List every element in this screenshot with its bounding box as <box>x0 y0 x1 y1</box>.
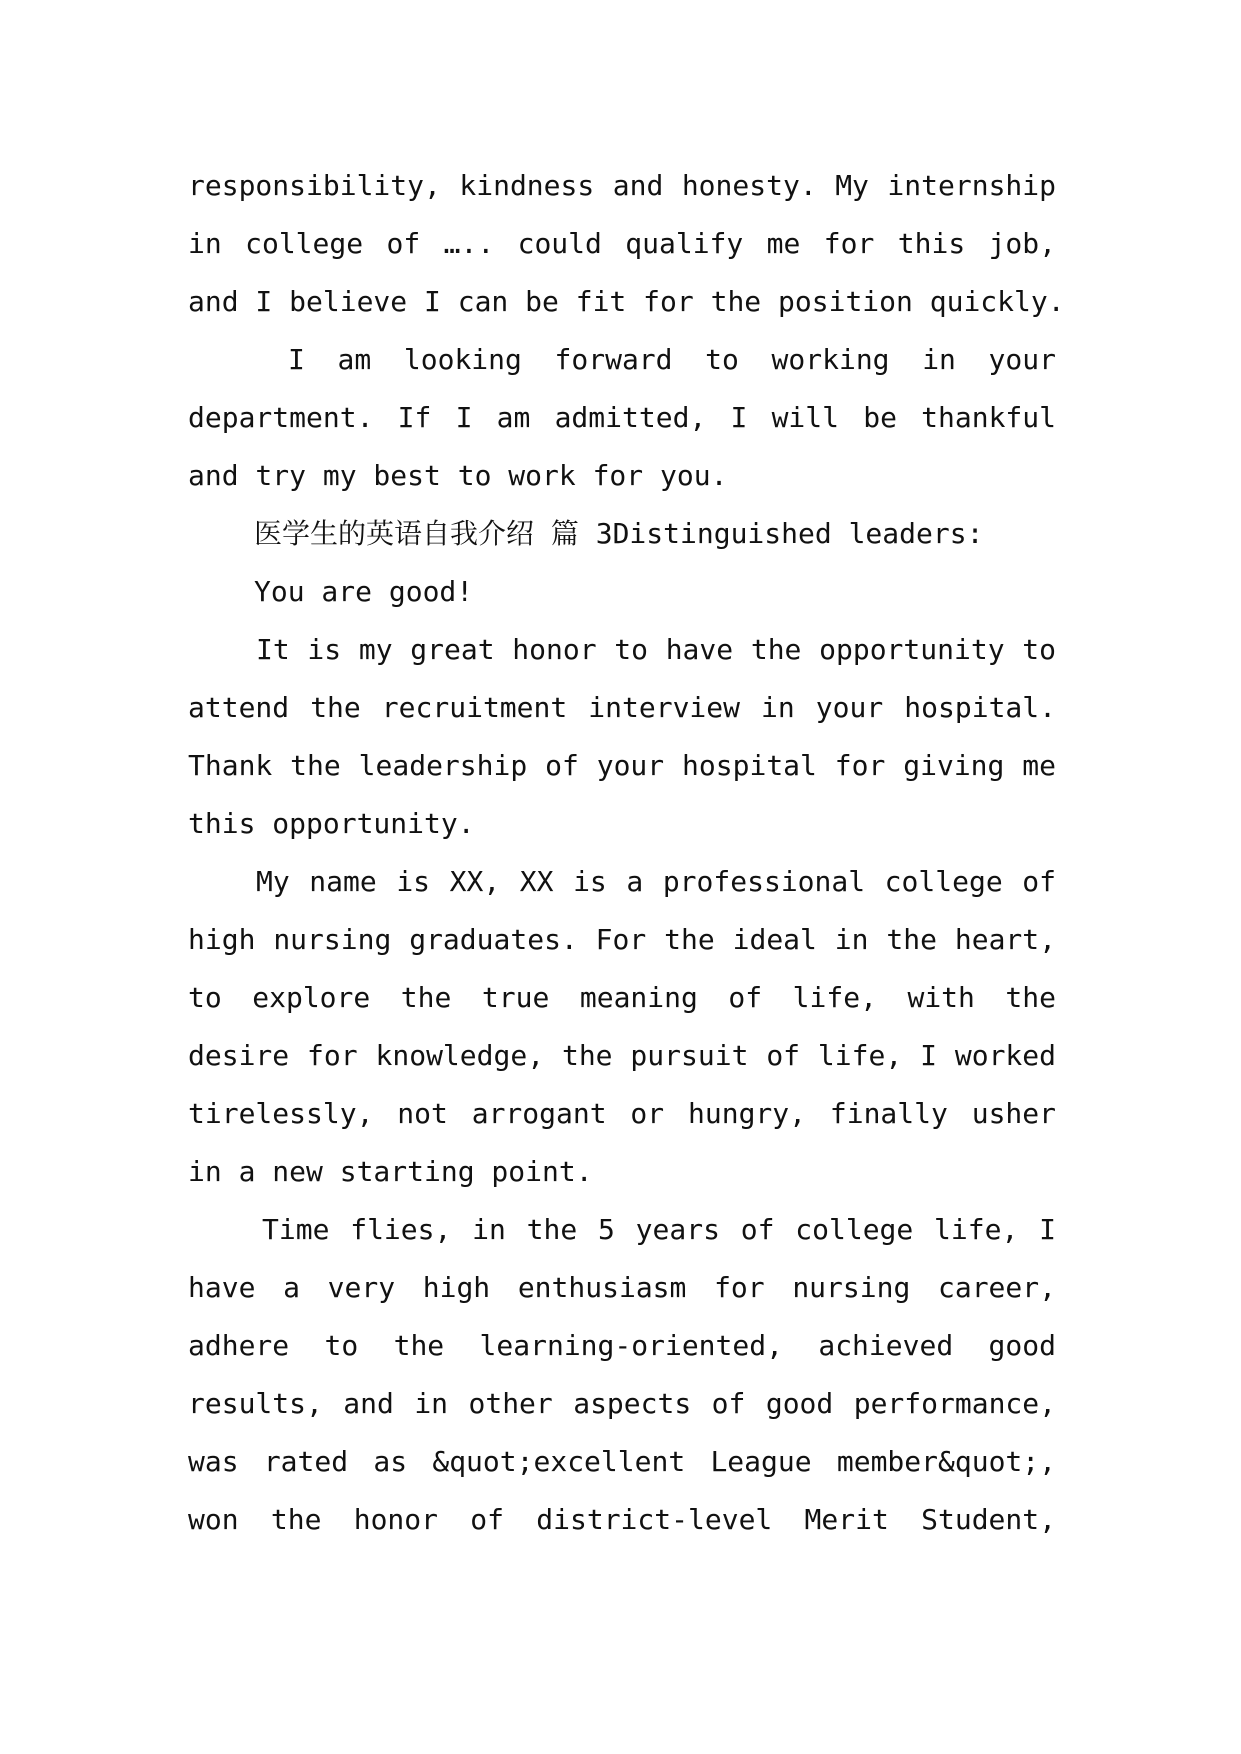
section-heading: 医学生的英语自我介绍 篇 3Distinguished leaders: <box>254 517 984 550</box>
text-line: to explore the true meaning of life, with the <box>188 981 1056 1014</box>
paragraph-first-line: My name is XX, XX is a professional college of <box>256 865 1056 898</box>
text-line: have a very high enthusiasm for nursing career, <box>188 1271 1056 1304</box>
text-line: desire for knowledge, the pursuit of life, I worked <box>188 1039 1056 1072</box>
text-line: responsibility, kindness and honesty. My internship <box>188 169 1056 202</box>
text-line: in a new starting point. <box>188 1155 593 1188</box>
text-line: and I believe I can be fit for the position quickly. <box>188 285 1065 318</box>
text-line: adhere to the learning-oriented, achieved good <box>188 1329 1056 1362</box>
text-line: was rated as &quot;excellent League member&quot;, <box>188 1445 1056 1478</box>
text-line: in college of ….. could qualify me for this job, <box>188 227 1056 260</box>
text-line: department. If I am admitted, I will be thankful <box>188 401 1056 434</box>
text-line: won the honor of district-level Merit Student, <box>188 1503 1056 1536</box>
text-line: high nursing graduates. For the ideal in the heart, <box>188 923 1056 956</box>
paragraph-first-line: It is my great honor to have the opportunity to <box>256 633 1056 666</box>
paragraph-first-line: Time flies, in the 5 years of college life, I <box>262 1213 1056 1246</box>
text-line: attend the recruitment interview in your hospital. <box>188 691 1056 724</box>
text-line: Thank the leadership of your hospital for giving me <box>188 749 1056 782</box>
text-line: this opportunity. <box>188 807 475 840</box>
paragraph-first-line: I am looking forward to working in your <box>288 343 1056 376</box>
salutation: You are good! <box>254 575 474 608</box>
text-line: tirelessly, not arrogant or hungry, finally usher <box>188 1097 1056 1130</box>
text-line: results, and in other aspects of good performance, <box>188 1387 1056 1420</box>
text-line: and try my best to work for you. <box>188 459 728 492</box>
